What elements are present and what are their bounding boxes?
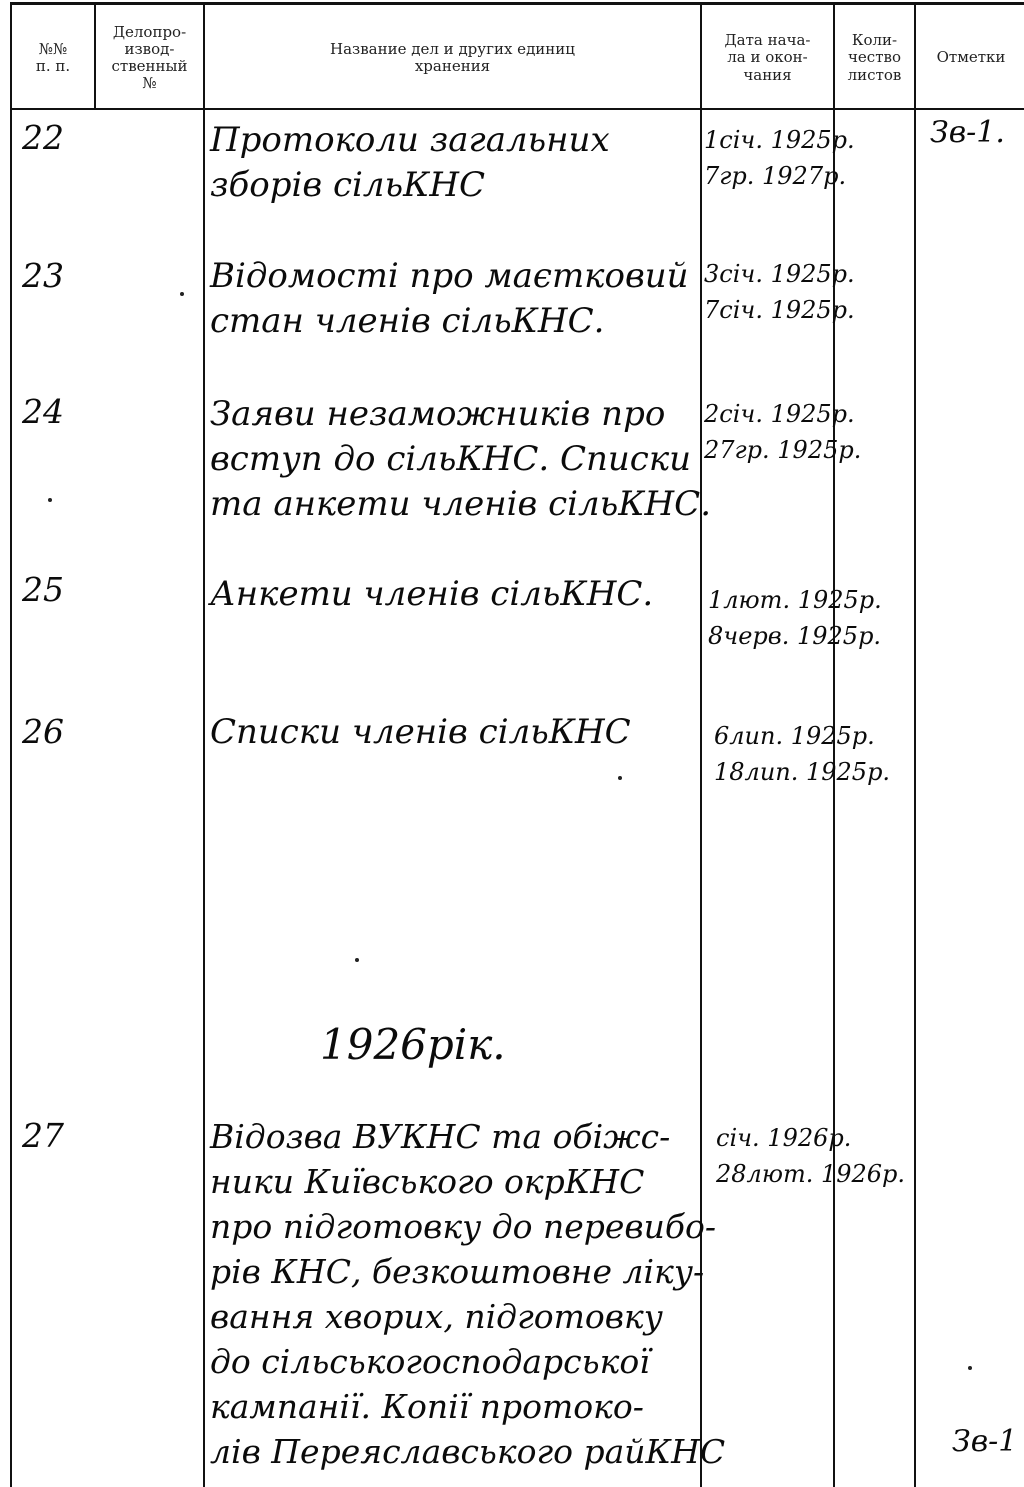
row-title: Списки членів сільКНС bbox=[210, 712, 631, 752]
row-num: 26 bbox=[22, 712, 64, 751]
top-border bbox=[10, 2, 1024, 5]
row-num: 22 bbox=[22, 118, 64, 157]
header-title: Название дел и других единиц хранения bbox=[330, 39, 575, 75]
row-note: Зв-1. bbox=[930, 115, 1005, 150]
header-office-num: Делопро- извод- ственный № bbox=[111, 22, 188, 93]
row-note: Зв-1 bbox=[952, 1424, 1018, 1459]
table-left-border bbox=[10, 2, 12, 1487]
row-dates: 1лют. 1925р. 8черв. 1925р. bbox=[708, 586, 882, 650]
ink-speck bbox=[618, 776, 622, 780]
header-sheets: Коли- чество листов bbox=[847, 31, 902, 84]
row-num: 25 bbox=[22, 570, 64, 609]
header-notes: Отметки bbox=[936, 48, 1006, 67]
row-dates: січ. 1926р. 28лют. 1926р. bbox=[716, 1124, 906, 1188]
ink-speck bbox=[48, 498, 52, 502]
ink-speck bbox=[968, 1366, 972, 1370]
column-divider bbox=[203, 2, 205, 1487]
header-num: №№ п. п. bbox=[35, 39, 71, 75]
row-title: Протоколи загальних зборів сільКНС bbox=[210, 120, 610, 205]
row-dates: 3січ. 1925р. 7січ. 1925р. bbox=[704, 260, 855, 324]
row-num: 24 bbox=[22, 392, 64, 431]
row-title: Відомості про маєтковий стан членів сільКНС. bbox=[210, 256, 689, 341]
row-dates: 6лип. 1925р. 18лип. 1925р. bbox=[714, 722, 891, 786]
row-title: Анкети членів сільКНС. bbox=[210, 574, 654, 614]
row-dates: 2січ. 1925р. 27гр. 1925р. bbox=[704, 400, 862, 464]
column-divider bbox=[914, 2, 916, 1487]
row-title: Заяви незаможників про вступ до сільКНС. Списки та анкети членів сільКНС. bbox=[210, 394, 712, 524]
header-bottom-rule bbox=[10, 108, 1024, 110]
row-num: 27 bbox=[22, 1116, 64, 1155]
ink-speck bbox=[355, 958, 359, 962]
header-dates: Дата нача- ла и окон- чания bbox=[724, 31, 811, 84]
year-heading: 1926рік. bbox=[320, 1020, 506, 1069]
row-dates: 1січ. 1925р. 7гр. 1927р. bbox=[704, 126, 855, 190]
row-num: 23 bbox=[22, 256, 64, 295]
row-title: Відозва ВУКНС та обіжс- ники Київського окрКНС про підготовку до перевибо- рів КНС, безкоштовне ліку- вання хворих, підготовку до сільськогосподарської кампанії. Копії протоко- лів Переяславського райКНС bbox=[210, 1117, 726, 1471]
ink-speck bbox=[180, 292, 184, 296]
